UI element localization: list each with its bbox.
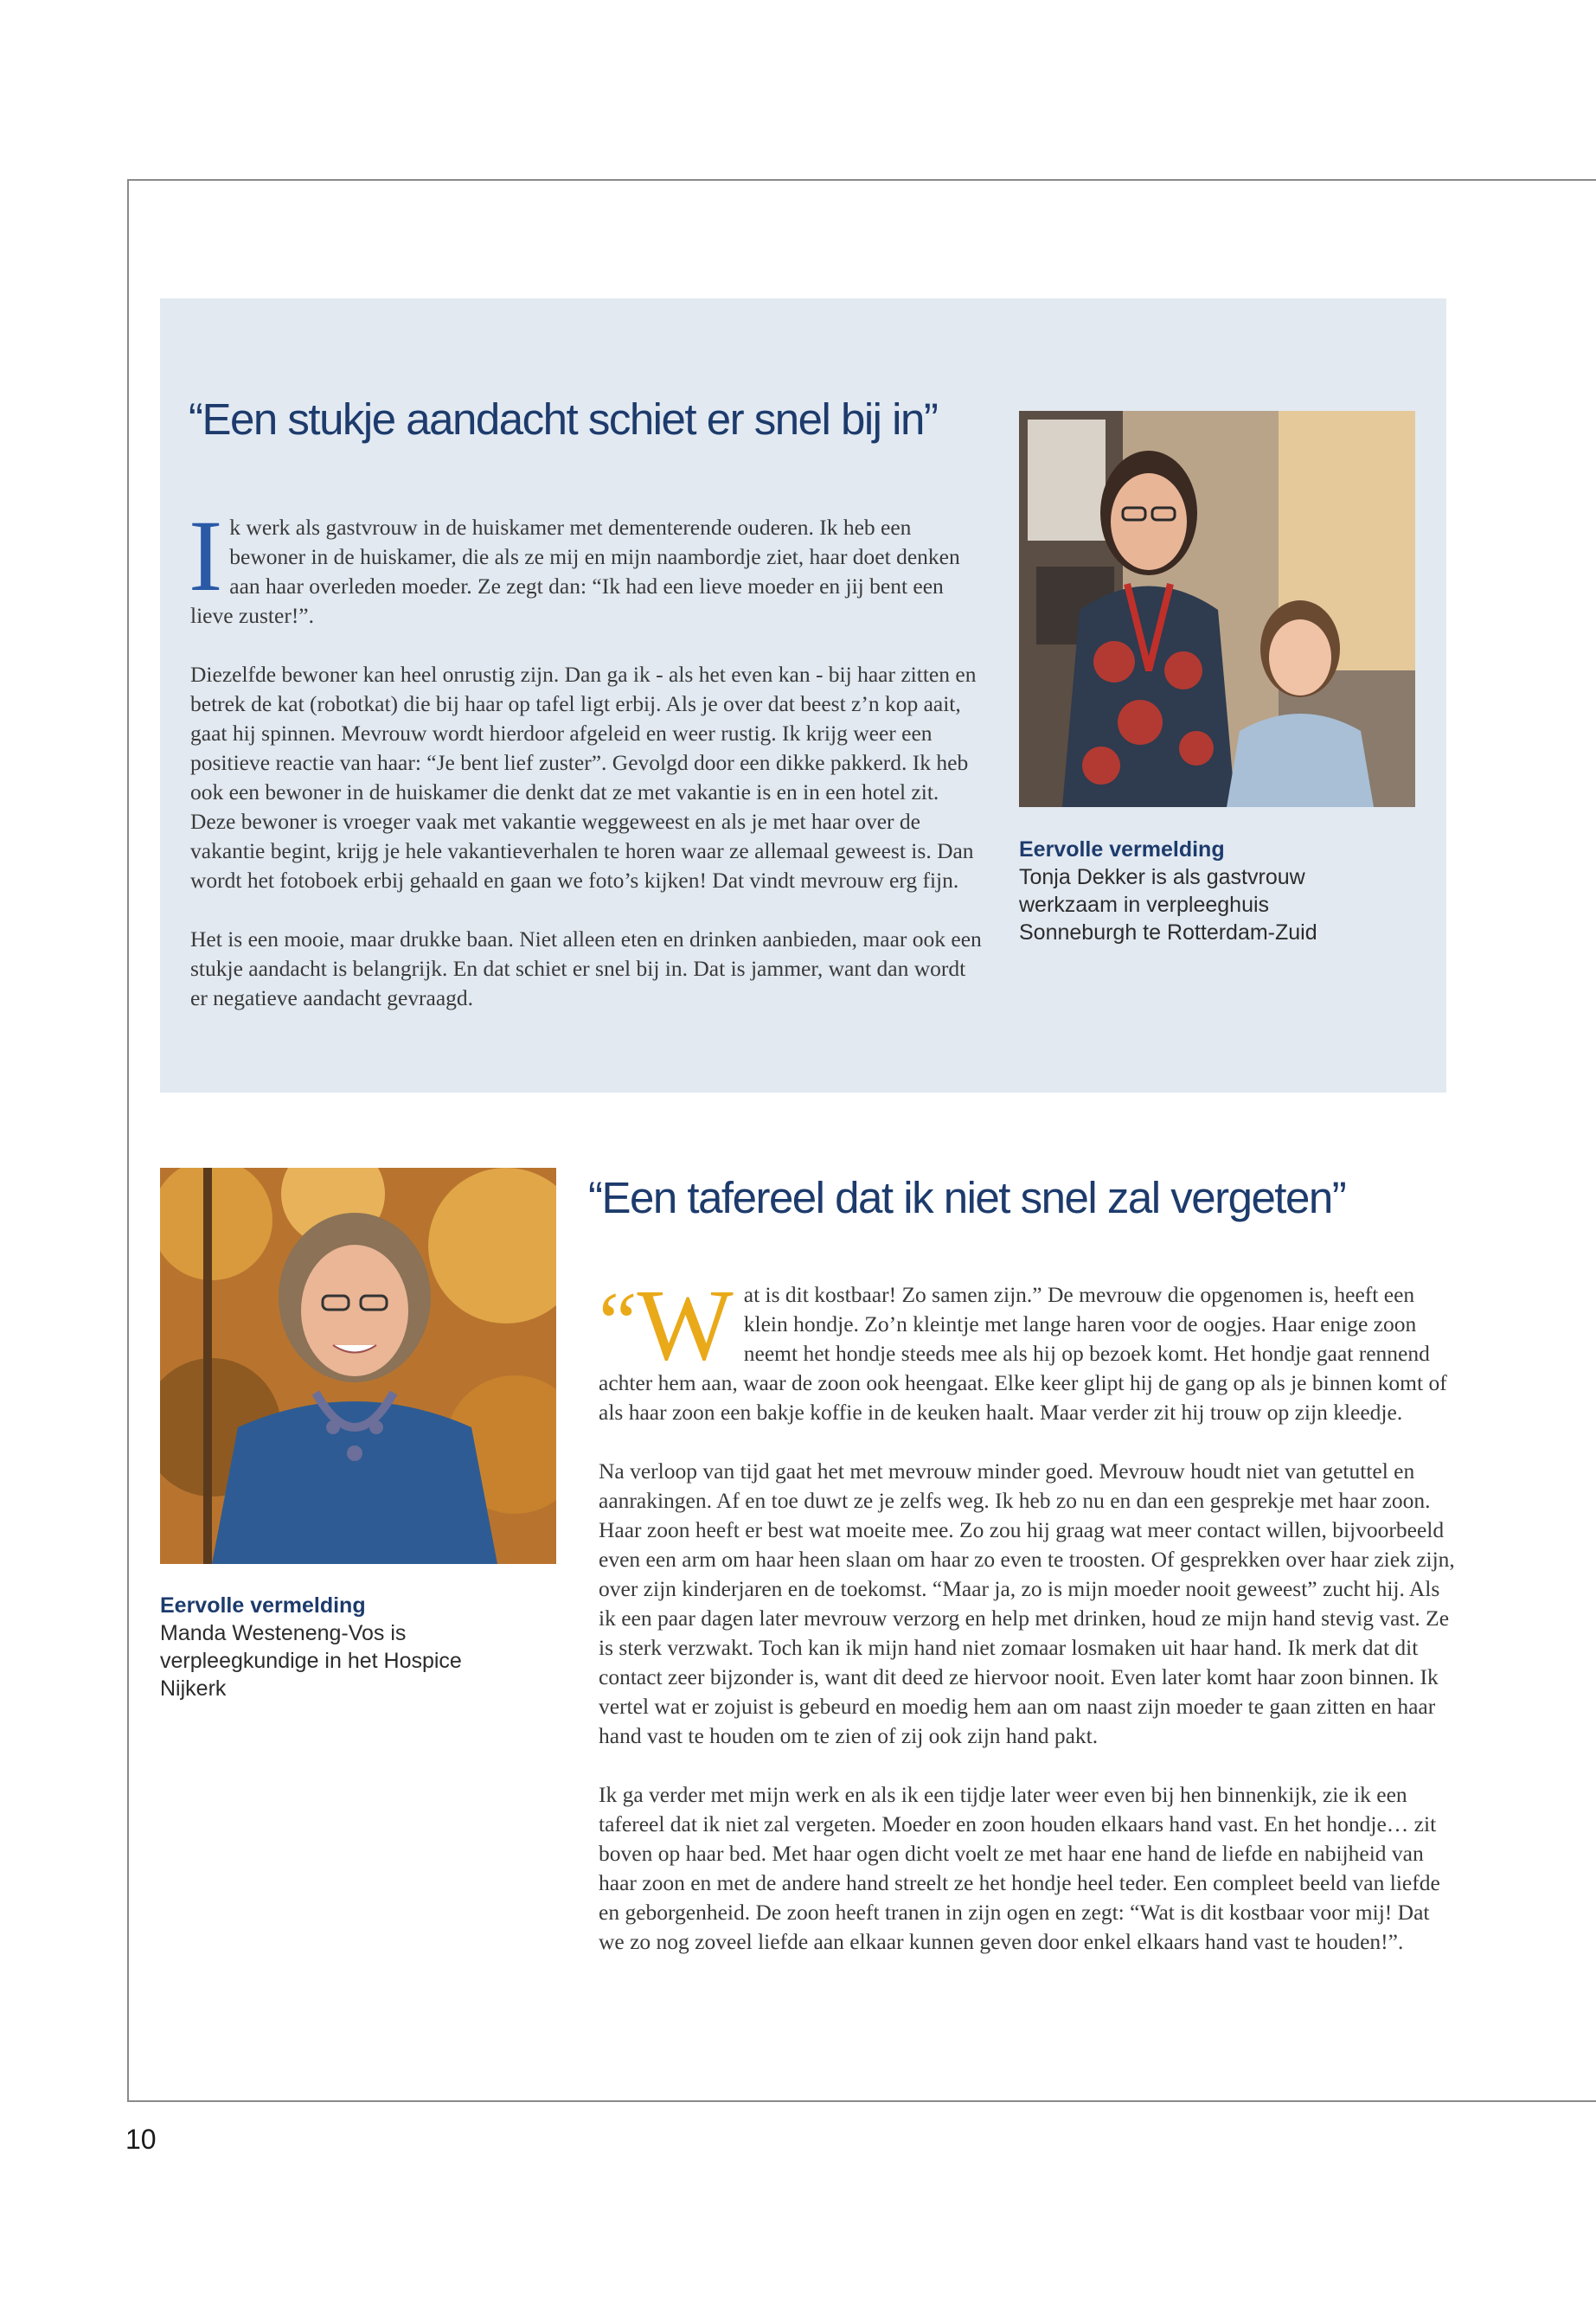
article1-dropcap: I xyxy=(189,499,223,612)
article1-caption-text: Tonja Dekker is als gastvrouw werkzaam in verpleeghuis Sonneburgh te Rotterdam-Zuid xyxy=(1019,865,1317,945)
article2-paragraph-2: Na verloop van tijd gaat het met mevrouw minder goed. Mevrouw houdt niet van getuttel en aanrakingen. Af en toe duwt ze je zelfs weg. Ik heb zo nu en dan een gesprekje met haar zoon. Haar zoon heeft er best wat moeite mee. Zo zou hij graag wat meer contact willen, bijvoorbeeld even een arm om haar heen slaan om haar zo even te troosten. Of gesprekken over haar ziek zijn, over zijn kinderjaren en de toekomst. “Maar ja, zo is mijn moeder nooit geweest” zucht hij. Als ik een paar dagen later mevrouw verzorg en help met drinken, houd ze mijn hand stevig vast. Ze is sterk verzwakt. Toch kan ik mijn hand niet zomaar losmaken uit haar hand. Ik merk dat dit contact zeer bijzonder is, want dit deed ze hiervoor nooit. Even later komt haar zoon binnen. Ik vertel wat er zojuist is gebeurd en moedig hem aan om naast zijn moeder te gaan zitten en haar hand vast te houden om te zien of zij ook zijn hand pakt. xyxy=(599,1458,1455,1748)
article2-dropcap xyxy=(599,1268,734,1381)
article1-body xyxy=(189,499,988,1013)
article2-body xyxy=(599,1268,1460,1957)
photo-manda-westeneng-vos xyxy=(160,1168,556,1564)
article1-title: “Een stukje aandacht schiet er snel bij in” xyxy=(189,394,938,444)
article1-caption xyxy=(1019,836,1391,946)
photo-manda-westeneng-vos-image xyxy=(160,1168,556,1564)
article2-paragraph-1-text: at is dit kostbaar! Zo samen zijn.” De mevrouw die opgenomen is, heeft een klein hondje. Zo’n kleintje met lange haren voor de oogjes. Haar enige zoon neemt het hondje steeds mee als hij op bezoek komt. Het hondje gaat rennend achter hem aan, waar de zoon ook heengaat. Elke keer glipt hij de gang op als je binnen komt of als haar zoon een bakje koffie in de keuken haalt. Maar verder zit hij trouw op zijn kleedje. xyxy=(599,1282,1447,1425)
article2-open-quote: “ xyxy=(599,1274,638,1370)
article2-caption-text: Manda Westeneng-Vos is verpleegkundige in het Hospice Nijkerk xyxy=(160,1621,462,1701)
page-number: 10 xyxy=(125,2124,157,2155)
article2-paragraph-3: Ik ga verder met mijn werk en als ik een tijdje later weer even bij hen binnenkijk, zie ik een tafereel dat ik niet zal vergeten. Moeder en zoon houden elkaars hand vast. En het hondje… zit boven op haar bed. Met haar ogen dicht voelt ze met haar ene hand de liefde en nabijheid van haar zoon en met de andere hand streelt ze het hondje heel teder. Een compleet beeld van liefde en geborgenheid. De zoon heeft tranen in zijn ogen en zegt: “Wat is dit kostbaar voor mij! Dat we zo nog zoveel liefde aan elkaar kunnen geven door enkel elkaars hand vast te houden!”. xyxy=(599,1782,1440,1954)
article2-caption-label: Eervolle vermelding xyxy=(160,1593,366,1618)
article1-paragraph-1 xyxy=(189,499,988,631)
article2-title: “Een tafereel dat ik niet snel zal vergeten” xyxy=(588,1173,1346,1222)
article2-caption xyxy=(160,1592,532,1702)
article2-dropcap-letter: W xyxy=(637,1268,734,1381)
article1-paragraph-2: Diezelfde bewoner kan heel onrustig zijn. Dan ga ik - als het even kan - bij haar zitten en betrek de kat (robotkat) die bij haar op tafel ligt erbij. Als je over dat beest z’n kop aait, gaat hij spinnen. Mevrouw wordt hierdoor afgeleid en weer rustig. Ik krijg weer een positieve reactie van haar: “Je bent lief zuster”. Gevolgd door een dikke pakkerd. Ik heb ook een bewoner in de huiskamer die denkt dat ze met vakantie is en in een hotel zit. Deze bewoner is vroeger vaak met vakantie weggeweest en als je met haar over de vakantie begint, krijg je hele vakantieverhalen te horen waar ze allemaal geweest is. Dan wordt het fotoboek erbij gehaald en gaan we foto’s kijken! Dat vindt mevrouw erg fijn. xyxy=(190,662,977,893)
article1-paragraph-3: Het is een mooie, maar drukke baan. Niet alleen eten en drinken aanbieden, maar ook een stukje aandacht is belangrijk. En dat schiet er snel bij in. Dat is jammer, want dan wordt er negatieve aandacht gevraagd. xyxy=(190,926,982,1010)
article2-paragraph-1 xyxy=(599,1268,1460,1427)
article1-caption-label: Eervolle vermelding xyxy=(1019,837,1225,862)
photo-tonja-dekker xyxy=(1019,411,1415,807)
photo-tonja-dekker-image xyxy=(1019,411,1415,807)
article1-paragraph-1-text: k werk als gastvrouw in de huiskamer met dementerende ouderen. Ik heb een bewoner in de huiskamer, die als ze mij en mijn naambordje ziet, haar doet denken aan haar overleden moeder. Ze zegt dan: “Ik had een lieve moeder en jij bent een lieve zuster!”. xyxy=(190,515,960,628)
